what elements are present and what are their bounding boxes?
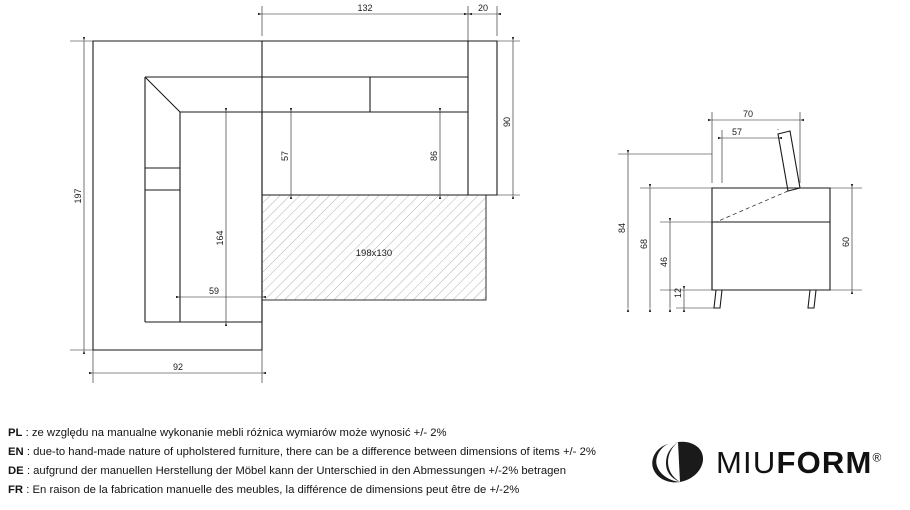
dim-left-inner-height: 164 xyxy=(215,230,225,246)
dim-seat-depth-right: 86 xyxy=(429,150,439,162)
dim-top-depth: 70 xyxy=(742,109,754,119)
logo-iu: IU xyxy=(743,445,777,480)
note-lang: EN xyxy=(8,446,24,458)
dim-seat-height: 46 xyxy=(659,256,669,268)
blob-icon xyxy=(648,438,710,488)
top-view-hatched-area xyxy=(262,195,486,300)
side-view-dimensions xyxy=(618,112,862,308)
note-lang: PL xyxy=(8,427,23,439)
note-line: DE : aufgrund der manuellen Herstellung der Möbel kann der Unterschied in den Abmessungen +/-2% betragen xyxy=(8,465,566,477)
note-text: aufgrund der manuellen Herstellung der Möbel kann der Unterschied in den Abmessungen +/-2% betragen xyxy=(33,465,566,477)
dim-top-right-small: 20 xyxy=(477,3,489,13)
dim-right-height: 90 xyxy=(502,116,512,128)
dim-left-total-height: 197 xyxy=(73,188,83,204)
note-lang: FR xyxy=(8,484,24,496)
logo-m: M xyxy=(716,445,744,480)
note-text: En raison de la fabrication manuelle des meubles, la différence de dimensions peut être de +/-2% xyxy=(32,484,520,496)
logo-registered: ® xyxy=(872,450,883,465)
logo-wordmark xyxy=(716,445,883,481)
note-line: PL : ze względu na manualne wykonanie mebli różnica wymiarów może wynosić +/- 2% xyxy=(8,427,447,439)
side-view-dimension-labels xyxy=(617,109,851,298)
note-lang: DE xyxy=(8,465,24,477)
dim-seat-depth: 57 xyxy=(731,127,743,137)
dim-arm-height: 68 xyxy=(639,238,649,250)
logo-form: FORM xyxy=(776,445,873,480)
brand-logo xyxy=(648,432,903,494)
area-label: 198x130 xyxy=(355,248,393,259)
note-text: due-to hand-made nature of upholstered furniture, there can be a difference between dimensions of items +/- 2% xyxy=(33,446,596,458)
dim-seat-depth-left: 57 xyxy=(280,150,290,162)
dim-bottom-total-width: 92 xyxy=(172,362,184,372)
note-text: ze względu na manualne wykonanie mebli różnica wymiarów może wynosić +/- 2% xyxy=(31,427,447,439)
notes-block xyxy=(8,424,628,500)
dim-side-right-height: 60 xyxy=(841,236,851,248)
note-line: EN : due-to hand-made nature of upholstered furniture, there can be a difference between dimensions of items +/- 2% xyxy=(8,446,596,458)
side-view-sofa-outline xyxy=(712,131,830,308)
dim-top-width: 132 xyxy=(357,3,373,13)
top-view-dimension-labels xyxy=(73,3,512,372)
dim-bottom-inner-width: 59 xyxy=(208,286,220,296)
dim-back-height: 84 xyxy=(617,222,627,234)
dim-leg-height: 12 xyxy=(673,287,683,299)
note-line: FR : En raison de la fabrication manuelle des meubles, la différence de dimensions peut être de +/-2% xyxy=(8,484,520,496)
